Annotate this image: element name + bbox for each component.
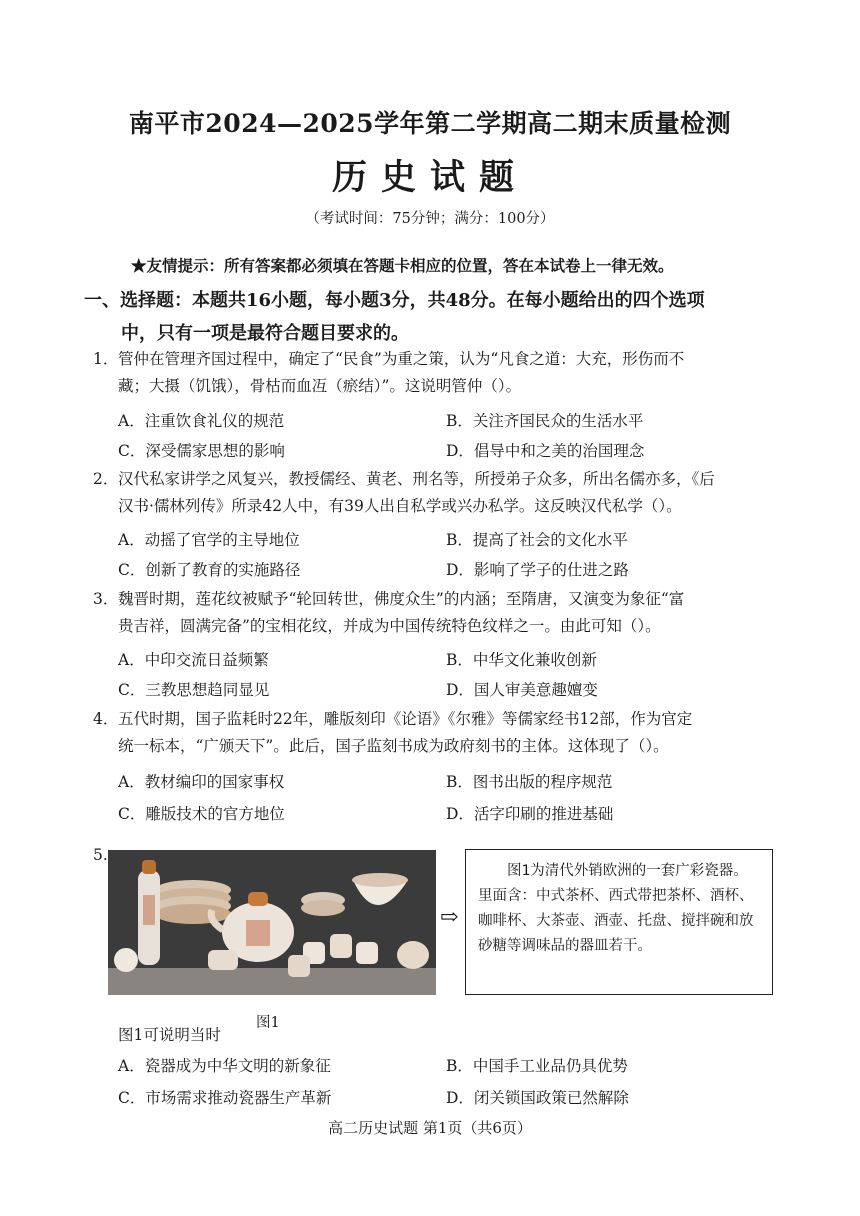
question-number: 2．	[93, 470, 119, 488]
question-stem-line-1: 汉代私家讲学之风复兴，教授儒经、黄老、刑名等，所授弟子众多，所出名儒亦多，《后	[118, 470, 715, 488]
porcelain-photo	[108, 850, 436, 995]
page-footer: 高二历史试题 第1页（共6页）	[328, 1119, 532, 1137]
exam-info: （考试时间：75分钟；满分：100分）	[305, 211, 555, 227]
option-b[interactable]: B．关注齐国民众的生活水平	[446, 412, 644, 430]
question-stem-line-1: 管仲在管理齐国过程中，确定了“民食”为重之策，认为“凡食之道：大充，形伤而不	[118, 350, 685, 368]
option-d[interactable]: D．倡导中和之美的治国理念	[446, 442, 645, 460]
question-5-stem: 图1可说明当时	[118, 1026, 221, 1044]
option-c[interactable]: C．创新了教育的实施路径	[118, 561, 301, 579]
question-number: 4．	[93, 710, 119, 728]
option-d[interactable]: D．影响了学子的仕进之路	[446, 561, 629, 579]
question-stem-line-2: 贵吉祥，圆满完备”的宝相花纹，并成为中国传统特色纹样之一。由此可知（）。	[118, 617, 661, 635]
question-number: 1．	[93, 350, 119, 368]
option-d[interactable]: D．闭关锁国政策已然解除	[446, 1089, 629, 1107]
figure-caption: 图1	[256, 1015, 280, 1031]
section-line-1: 一、选择题：本题共16小题，每小题3分，共48分。在每小题给出的四个选项	[84, 290, 705, 311]
friendly-tip: ★友情提示：所有答案都必须填在答题卡相应的位置，答在本试卷上一律无效。	[131, 256, 674, 275]
question-5-number: 5.	[93, 846, 108, 864]
question-stem-line-2: 汉书·儒林列传》所录42人中，有39人出自私学或兴办私学。这反映汉代私学（）。	[118, 497, 682, 515]
question-stem-line-2: 藏；大摄（饥饿），骨枯而血冱（瘀结）”。这说明管仲（）。	[118, 377, 522, 395]
option-a[interactable]: A．教材编印的国家事权	[118, 773, 285, 791]
option-c[interactable]: C．市场需求推动瓷器生产革新	[118, 1089, 332, 1107]
option-d[interactable]: D．活字印刷的推进基础	[446, 805, 614, 823]
option-a[interactable]: A．注重饮食礼仪的规范	[118, 412, 285, 430]
option-b[interactable]: B．提高了社会的文化水平	[446, 531, 628, 549]
question-stem-line-1: 五代时期，国子监耗时22年，雕版刻印《论语》《尔雅》等儒家经书12部，作为官定	[118, 710, 693, 728]
option-a[interactable]: A．中印交流日益频繁	[118, 651, 269, 669]
option-b[interactable]: B．中国手工业品仍具优势	[446, 1057, 628, 1075]
option-b[interactable]: B．中华文化兼收创新	[446, 651, 597, 669]
question-2	[93, 466, 783, 520]
question-4	[93, 706, 783, 760]
option-c[interactable]: C．三教思想趋同显见	[118, 681, 270, 699]
exam-title: 南平市2024—2025学年第二学期高二期末质量检测	[128, 109, 732, 138]
question-stem-line-1: 魏晋时期，莲花纹被赋予“轮回转世，佛度众生”的内涵；至隋唐，又演变为象征“富	[118, 590, 685, 608]
section-line-2: 中，只有一项是最符合题目要求的。	[121, 323, 409, 344]
arrow-right-icon: ⇨	[440, 905, 459, 930]
option-b[interactable]: B．图书出版的程序规范	[446, 773, 613, 791]
question-stem-line-2: 统一标本，“广颁天下”。此后，国子监刻书成为政府刻书的主体。这体现了（）。	[118, 737, 669, 755]
option-a[interactable]: A．动摇了官学的主导地位	[118, 531, 300, 549]
section-heading	[84, 284, 784, 350]
option-c[interactable]: C．深受儒家思想的影响	[118, 442, 285, 460]
option-d[interactable]: D．国人审美意趣嬗变	[446, 681, 598, 699]
subject-title: 历史试题	[331, 157, 528, 198]
option-a[interactable]: A．瓷器成为中华文明的新象征	[118, 1057, 331, 1075]
question-1	[93, 346, 783, 400]
figure-description-box: 图1为清代外销欧洲的一套广彩瓷器。里面含：中式茶杯、西式带把茶杯、酒杯、咖啡杯、大茶壶、酒壶、托盘、搅拌碗和放砂糖等调味品的器皿若干。	[465, 849, 773, 995]
question-number: 3．	[93, 590, 119, 608]
porcelain-set-image	[108, 850, 436, 995]
option-c[interactable]: C．雕版技术的官方地位	[118, 805, 285, 823]
question-3	[93, 586, 783, 640]
